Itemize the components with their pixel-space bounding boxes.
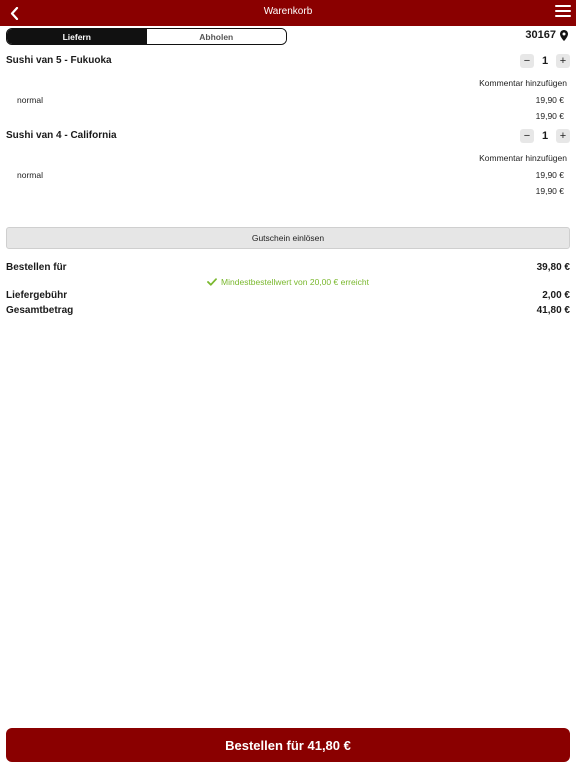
quantity-value: 1 [541,130,549,142]
min-order-status [0,277,576,287]
increase-quantity-button[interactable]: + [556,54,570,68]
zip-code: 30167 [525,29,556,41]
tab-deliver[interactable]: Liefern [7,29,147,44]
variant-price: 19,90 € [535,170,564,180]
delivery-fee-value: 2,00 € [542,290,570,301]
delivery-fee-row [6,290,570,301]
decrease-quantity-button[interactable]: − [520,54,534,68]
delivery-mode-toggle [6,28,287,45]
subtotal-row [6,262,570,273]
variant-price: 19,90 € [535,95,564,105]
redeem-voucher-button[interactable]: Gutschein einlösen [6,227,570,249]
total-label: Gesamtbetrag [6,305,74,316]
cart-item-name: Sushi van 4 - California [6,130,117,141]
decrease-quantity-button[interactable]: − [520,129,534,143]
item-total-price: 19,90 € [535,111,564,121]
total-row [6,305,570,316]
min-order-message: Mindestbestellwert von 20,00 € erreicht [221,277,369,287]
total-value: 41,80 € [536,305,570,316]
subtotal-label: Bestellen für [6,262,67,273]
item-total-price: 19,90 € [535,186,564,196]
item-variant: normal [17,95,43,105]
quantity-stepper [520,54,570,68]
cart-item-name: Sushi van 5 - Fukuoka [6,55,112,66]
quantity-value: 1 [541,55,549,67]
checkmark-icon [207,278,217,286]
subtotal-value: 39,80 € [536,262,570,273]
add-comment-link[interactable]: Kommentar hinzufügen [479,78,567,88]
hamburger-menu-icon[interactable] [555,5,571,19]
location-selector[interactable] [525,29,568,41]
add-comment-link[interactable]: Kommentar hinzufügen [479,153,567,163]
increase-quantity-button[interactable]: + [556,129,570,143]
page-title: Warenkorb [263,6,313,17]
quantity-stepper [520,129,570,143]
delivery-fee-label: Liefergebühr [6,290,68,301]
place-order-button[interactable]: Bestellen für 41,80 € [6,728,570,762]
tab-pickup[interactable]: Abholen [147,29,287,44]
top-bar [0,0,576,26]
item-variant: normal [17,170,43,180]
location-pin-icon [560,30,568,41]
